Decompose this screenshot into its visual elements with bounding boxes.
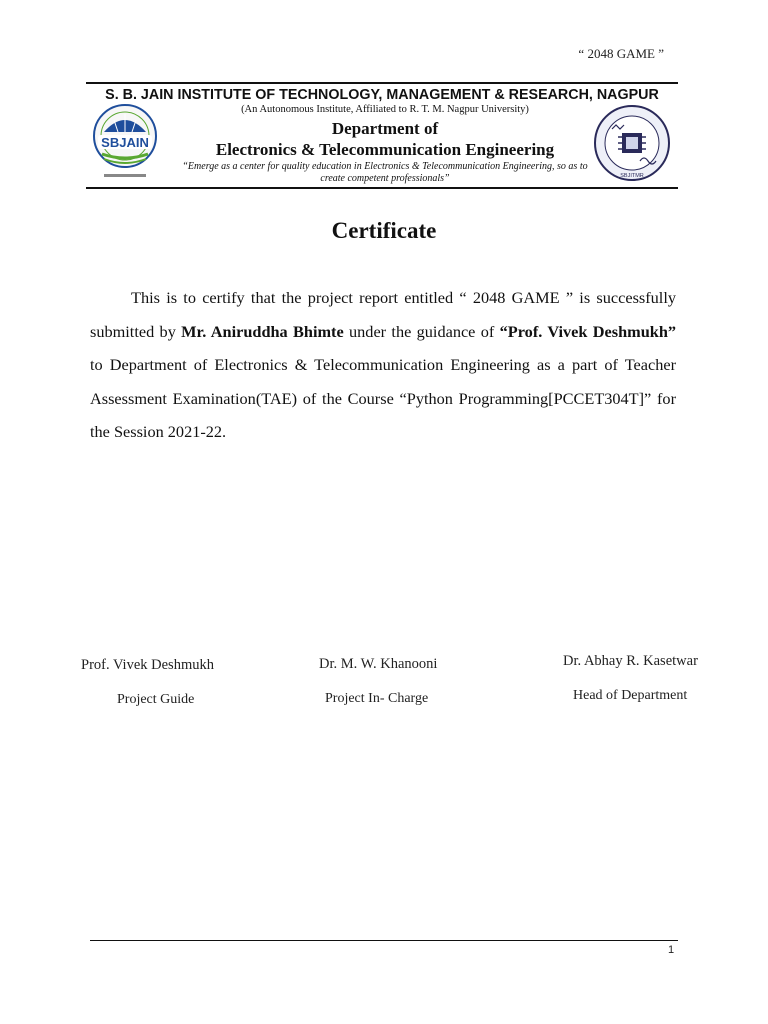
signature-hod-role: Head of Department: [573, 688, 688, 703]
vision-line2: create competent professionals”: [320, 173, 450, 184]
department-seal-icon: [592, 103, 672, 183]
institute-subtitle: (An Autonomous Institute, Affiliated to R. T. M. Nagpur University): [241, 104, 529, 115]
letterhead-top-rule: [86, 82, 678, 84]
department-vision: [155, 161, 615, 185]
student-name: Mr. Aniruddha Bhimte: [181, 321, 344, 341]
signature-guide-role: Project Guide: [117, 692, 195, 707]
certificate-body: [90, 281, 676, 449]
signature-hod-name: Dr. Abhay R. Kasetwar: [563, 653, 698, 669]
department-title-line1: Department of: [331, 119, 439, 138]
letterhead-bottom-rule: [86, 187, 678, 189]
running-header-title: “ 2048 GAME ”: [578, 46, 664, 61]
svg-text:SBJAIN: SBJAIN: [101, 135, 149, 150]
svg-text:SBJITMR: SBJITMR: [620, 173, 644, 179]
institute-name: S. B. JAIN INSTITUTE OF TECHNOLOGY, MANAGEMENT & RESEARCH, NAGPUR: [105, 87, 659, 103]
certificate-title: Certificate: [331, 218, 437, 243]
body-text-part2: under the guidance of: [343, 321, 500, 341]
page-number: 1: [668, 944, 675, 956]
footer-rule: [90, 940, 678, 941]
department-title-line2: Electronics & Telecommunication Engineering: [215, 140, 555, 159]
signature-guide-name: Prof. Vivek Deshmukh: [81, 657, 214, 673]
vision-line1: “Emerge as a center for quality education in Electronics & Telecommunication Engineering, so as to: [182, 161, 588, 172]
body-text-part1: This is to certify that the project report entitled “ 2048 GAME ” is successfully submitted by: [90, 288, 676, 341]
guide-name: “Prof. Vivek Deshmukh”: [499, 321, 677, 341]
department-logo: [592, 103, 672, 183]
signature-incharge-name: Dr. M. W. Khanooni: [319, 656, 438, 672]
signature-incharge-role: Project In- Charge: [325, 691, 429, 706]
body-text-part3: to Department of Electronics & Telecommunication Engineering as a part of Teacher Assessment Examination(TAE) of the Course “Python Programming[PCCET304T]” for the Session 2021-22.: [90, 355, 676, 442]
